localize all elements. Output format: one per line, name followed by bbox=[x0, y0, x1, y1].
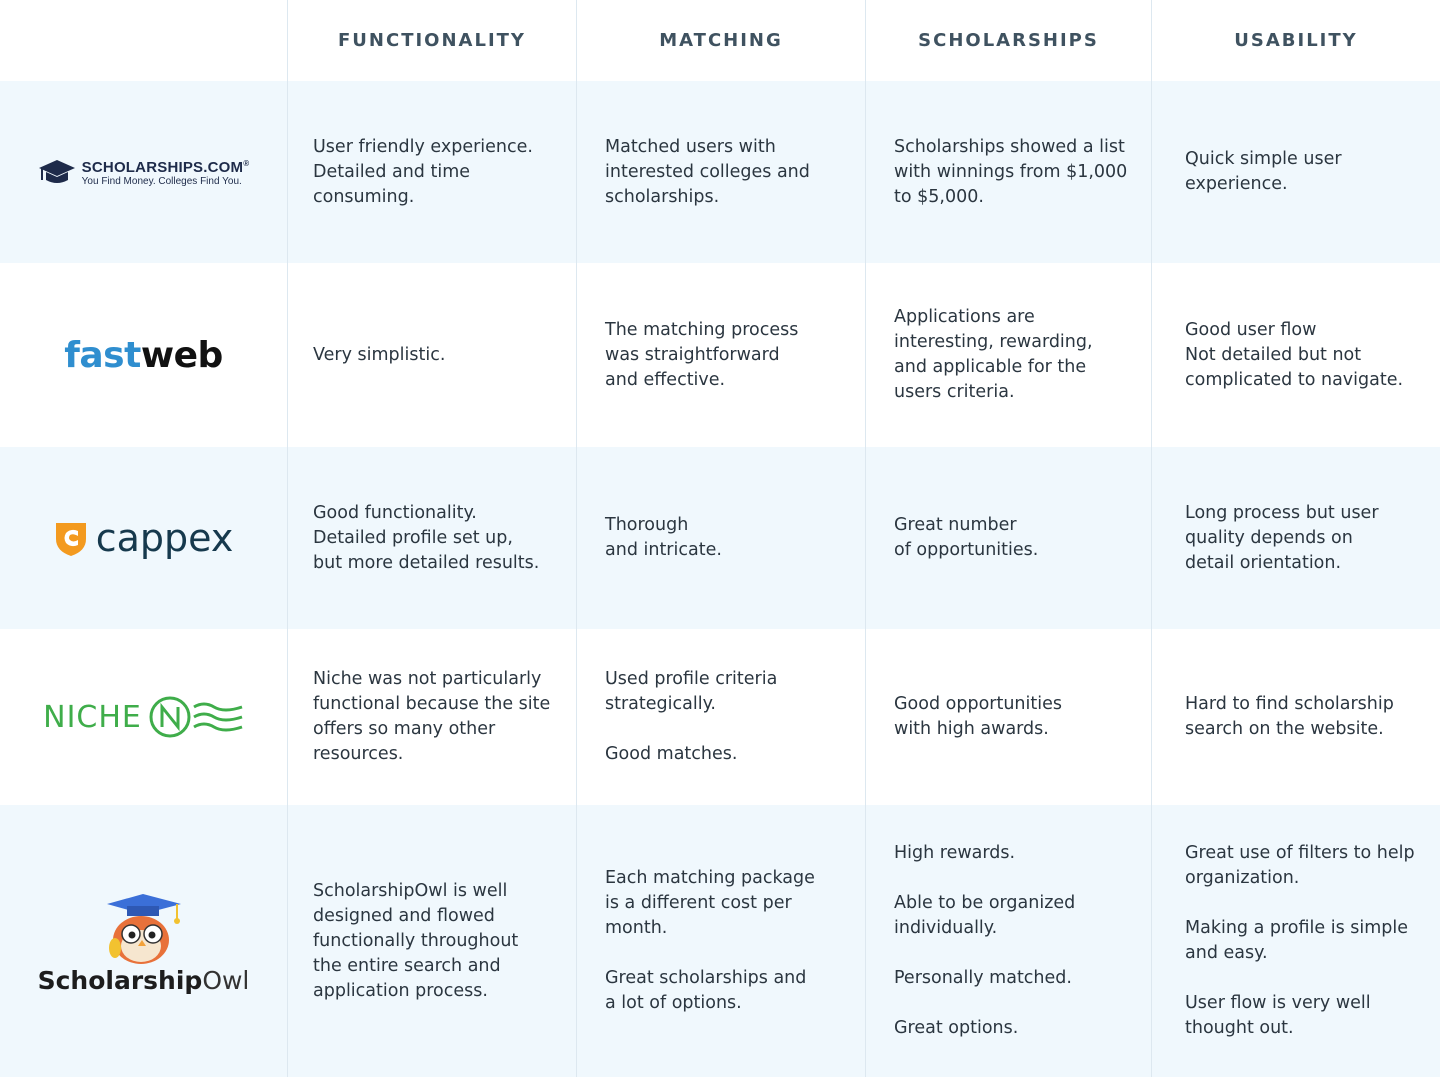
graduation-cap-icon bbox=[38, 158, 76, 186]
registered-mark: ® bbox=[243, 159, 250, 168]
cell-scholarships: High rewards. Able to be organized individually. Personally matched. Great options. bbox=[866, 805, 1152, 1077]
header-scholarships: SCHOLARSHIPS bbox=[866, 0, 1152, 81]
niche-logo-text: NICHE bbox=[43, 699, 142, 735]
niche-logo bbox=[43, 695, 244, 739]
scholarshipowl-logo-text bbox=[37, 965, 250, 995]
header-empty bbox=[0, 0, 288, 81]
cappex-logo bbox=[54, 515, 234, 560]
cell-functionality: User friendly experience. Detailed and time consuming. bbox=[288, 81, 577, 263]
cell-functionality: ScholarshipOwl is well designed and flowed functionally throughout the entire search and application process. bbox=[288, 805, 577, 1077]
cell-usability: Hard to find scholarship search on the website. bbox=[1152, 629, 1440, 805]
logo-cell-fastweb bbox=[0, 263, 288, 447]
cell-matching: Matched users with interested colleges and scholarships. bbox=[577, 81, 866, 263]
scholarships-com-name: SCHOLARSHIPS.COM bbox=[81, 159, 244, 176]
logo-cell-scholarships-com bbox=[0, 81, 288, 263]
cell-usability: Long process but user quality depends on detail orientation. bbox=[1152, 447, 1440, 629]
scholarshipowl-logo bbox=[38, 890, 250, 993]
cell-matching: Each matching package is a different cost per month. Great scholarships and a lot of options. bbox=[577, 805, 866, 1077]
header-matching: MATCHING bbox=[577, 0, 866, 81]
fastweb-logo-part1: fast bbox=[64, 334, 141, 376]
scholarships-com-logo bbox=[38, 156, 250, 188]
cell-matching: The matching process was straightforward and effective. bbox=[577, 263, 866, 447]
scholarships-com-tagline: You Find Money. Colleges Find You. bbox=[81, 176, 242, 187]
cell-usability: Quick simple user experience. bbox=[1152, 81, 1440, 263]
cell-scholarships: Applications are interesting, rewarding, and applicable for the users criteria. bbox=[866, 263, 1152, 447]
header-usability: USABILITY bbox=[1152, 0, 1440, 81]
cappex-shield-icon bbox=[54, 519, 88, 557]
scholarshipowl-logo-part1: Scholarship bbox=[37, 965, 203, 995]
fastweb-logo bbox=[64, 334, 223, 376]
cell-scholarships: Scholarships showed a list with winnings from $1,000 to $5,000. bbox=[866, 81, 1152, 263]
cell-scholarships: Good opportunities with high awards. bbox=[866, 629, 1152, 805]
fastweb-logo-part2: web bbox=[140, 334, 223, 376]
logo-cell-niche bbox=[0, 629, 288, 805]
niche-n-waves-icon bbox=[148, 695, 244, 739]
logo-cell-scholarshipowl bbox=[0, 805, 288, 1077]
header-functionality: FUNCTIONALITY bbox=[288, 0, 577, 81]
cell-scholarships: Great number of opportunities. bbox=[866, 447, 1152, 629]
cell-functionality: Niche was not particularly functional because the site offers so many other resources. bbox=[288, 629, 577, 805]
cell-matching: Used profile criteria strategically. Good matches. bbox=[577, 629, 866, 805]
cell-usability: Good user flow Not detailed but not complicated to navigate. bbox=[1152, 263, 1440, 447]
scholarshipowl-logo-part2: Owl bbox=[202, 965, 250, 995]
cell-functionality: Very simplistic. bbox=[288, 263, 577, 447]
cappex-logo-text: cappex bbox=[95, 515, 234, 560]
cell-usability: Great use of filters to help organization. Making a profile is simple and easy. User flow is very well thought out. bbox=[1152, 805, 1440, 1077]
owl-mascot-icon bbox=[101, 890, 185, 966]
cell-matching: Thorough and intricate. bbox=[577, 447, 866, 629]
cell-functionality: Good functionality. Detailed profile set up, but more detailed results. bbox=[288, 447, 577, 629]
logo-cell-cappex bbox=[0, 447, 288, 629]
